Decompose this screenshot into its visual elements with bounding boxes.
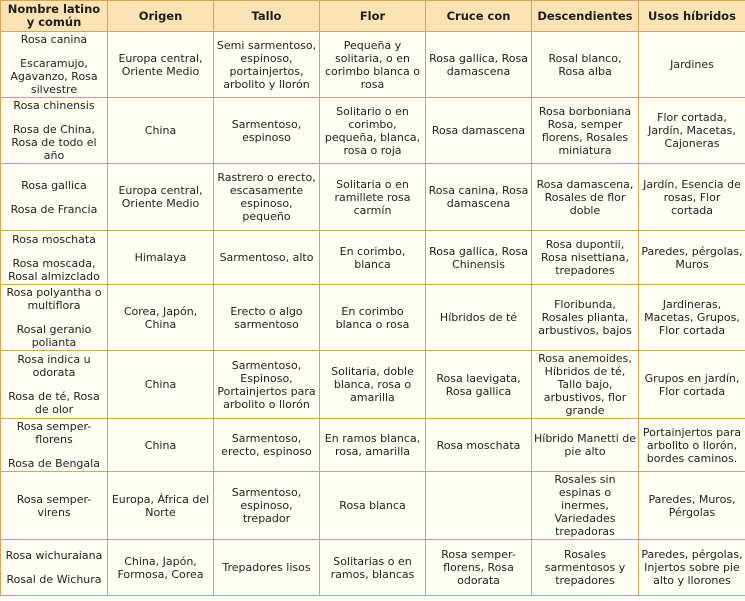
cell-nombre [1, 540, 108, 596]
cell-cruce: Rosa semper-florens, Rosa odorata [426, 540, 532, 596]
table-row [1, 472, 745, 540]
latin-name: Rosa canina [20, 33, 88, 46]
common-name: Rosal geranio polianta [16, 323, 92, 349]
latin-name: Rosa moschata [12, 232, 96, 246]
cell-origen: China [108, 419, 214, 472]
cell-tallo: Sarmentoso, espinoso, trepador [214, 472, 320, 540]
cell-flor: En corimbo, blanca [320, 231, 426, 285]
table-row [1, 98, 745, 164]
cell-origen: China [108, 98, 214, 164]
cell-nombre [1, 419, 108, 472]
cell-usos: Paredes, pérgolas, Injertos sobre pie alto y llorones [639, 540, 745, 596]
cell-flor: Solitarias o en ramos, blancas [320, 540, 426, 596]
cell-tallo: Trepadores lisos [214, 540, 320, 596]
table-row [1, 32, 745, 98]
common-name: Rosa moscada, Rosal almizclado [8, 256, 100, 283]
cell-usos: Paredes, Muros, Pérgolas [639, 472, 745, 540]
cell-origen: China, Japón, Formosa, Corea [108, 540, 214, 596]
latin-name: Rosa polyantha o multiflora [6, 286, 102, 312]
cell-usos: Grupos en jardín, Flor cortada [639, 351, 745, 419]
common-name: Rosal de Wichura [6, 573, 102, 586]
header-descendientes: Descendientes [532, 1, 639, 32]
cell-nombre [1, 164, 108, 231]
common-name: Rosa de Bengala [8, 457, 100, 470]
table-row [1, 285, 745, 351]
header-tallo: Tallo [214, 1, 320, 32]
cell-descendientes: Rosa borboniana Rosa, semper florens, Rosales miniatura [532, 98, 639, 164]
common-name: Escaramujo, Agavanzo, Rosa silvestre [10, 57, 98, 96]
cell-cruce: Rosa gallica, Rosa Chinensis [426, 231, 532, 285]
cell-flor: Solitaria o en ramillete rosa carmín [320, 164, 426, 231]
cell-tallo: Erecto o algo sarmentoso [214, 285, 320, 351]
cell-flor: Solitario o en corimbo, pequeña, blanca, rosa o roja [320, 98, 426, 164]
cell-cruce: Rosa damascena [426, 98, 532, 164]
table-row [1, 164, 745, 231]
latin-name: Rosa wichuraiana [5, 549, 103, 562]
header-nombre: Nombre latino y común [1, 1, 108, 32]
cell-descendientes: Rosales sin espinas o inermes, Variedades trepadoras [532, 472, 639, 540]
cell-origen: Himalaya [108, 231, 214, 285]
cell-flor: En ramos blanca, rosa, amarilla [320, 419, 426, 472]
cell-flor: Rosa blanca [320, 472, 426, 540]
table-row [1, 231, 745, 285]
cell-tallo: Sarmentoso, espinoso [214, 98, 320, 164]
cell-tallo: Rastrero o erecto, escasamente espinoso, pequeño [214, 164, 320, 231]
cell-descendientes: Híbrido Manetti de pie alto [532, 419, 639, 472]
cell-cruce: Rosa moschata [426, 419, 532, 472]
cell-tallo: Sarmentoso, alto [214, 231, 320, 285]
cell-tallo: Semi sarmentoso, espinoso, portainjertos, arbolito y llorón [214, 32, 320, 98]
cell-origen: Europa, África del Norte [108, 472, 214, 540]
common-name: Rosa de China, Rosa de todo el año [11, 123, 97, 162]
latin-name: Rosa semper-florens [16, 420, 92, 446]
header-cruce: Cruce con [426, 1, 532, 32]
cell-usos: Paredes, pérgolas, Muros [639, 231, 745, 285]
cell-origen: Europa central, Oriente Medio [108, 32, 214, 98]
cell-nombre [1, 351, 108, 419]
latin-name: Rosa chinensis [13, 99, 95, 112]
cell-flor: Solitaria, doble blanca, rosa o amarilla [320, 351, 426, 419]
cell-descendientes: Floribunda, Rosales plianta, arbustivos, bajos [532, 285, 639, 351]
latin-name: Rosa semper-virens [16, 492, 92, 519]
header-flor: Flor [320, 1, 426, 32]
latin-name: Rosa indica u odorata [17, 353, 91, 379]
table-row [1, 540, 745, 596]
cell-usos: Flor cortada, Jardín, Macetas, Cajoneras [639, 98, 745, 164]
cell-cruce [426, 472, 532, 540]
cell-usos: Jardines [639, 32, 745, 98]
cell-nombre [1, 472, 108, 540]
cell-origen: Europa central, Oriente Medio [108, 164, 214, 231]
common-name: Rosa de Francia [10, 202, 98, 216]
cell-cruce: Híbridos de té [426, 285, 532, 351]
cell-tallo: Sarmentoso, erecto, espinoso [214, 419, 320, 472]
cell-descendientes: Rosa anemoides, Híbridos de té, Tallo bajo, arbustivos, flor grande [532, 351, 639, 419]
cell-descendientes: Rosa dupontii, Rosa nisettiana, trepadores [532, 231, 639, 285]
cell-nombre [1, 32, 108, 98]
header-origen: Origen [108, 1, 214, 32]
cell-usos: Jardineras, Macetas, Grupos, Flor cortada [639, 285, 745, 351]
cell-descendientes: Rosa damascena, Rosales de flor doble [532, 164, 639, 231]
table-row [1, 351, 745, 419]
cell-origen: Corea, Japón, China [108, 285, 214, 351]
cell-origen: China [108, 351, 214, 419]
cell-nombre [1, 98, 108, 164]
cell-cruce: Rosa laevigata, Rosa gallica [426, 351, 532, 419]
cell-flor: Pequeña y solitaria, o en corimbo blanca o rosa [320, 32, 426, 98]
cell-cruce: Rosa gallica, Rosa damascena [426, 32, 532, 98]
cell-usos: Jardín, Esencia de rosas, Flor cortada [639, 164, 745, 231]
cell-cruce: Rosa canina, Rosa damascena [426, 164, 532, 231]
cell-usos: Portainjertos para arbolito o llorón, bordes caminos. [639, 419, 745, 472]
table-row [1, 419, 745, 472]
cell-descendientes: Rosales sarmentosos y trepadores [532, 540, 639, 596]
cell-descendientes: Rosal blanco, Rosa alba [532, 32, 639, 98]
cell-nombre [1, 285, 108, 351]
cell-flor: En corimbo blanca o rosa [320, 285, 426, 351]
header-usos: Usos híbridos [639, 1, 745, 32]
latin-name: Rosa gallica [21, 178, 87, 192]
cell-nombre [1, 231, 108, 285]
cell-tallo: Sarmentoso, Espinoso, Portainjertos para arbolito o llorón [214, 351, 320, 419]
header-row [1, 1, 745, 32]
common-name: Rosa de té, Rosa de olor [8, 390, 100, 416]
